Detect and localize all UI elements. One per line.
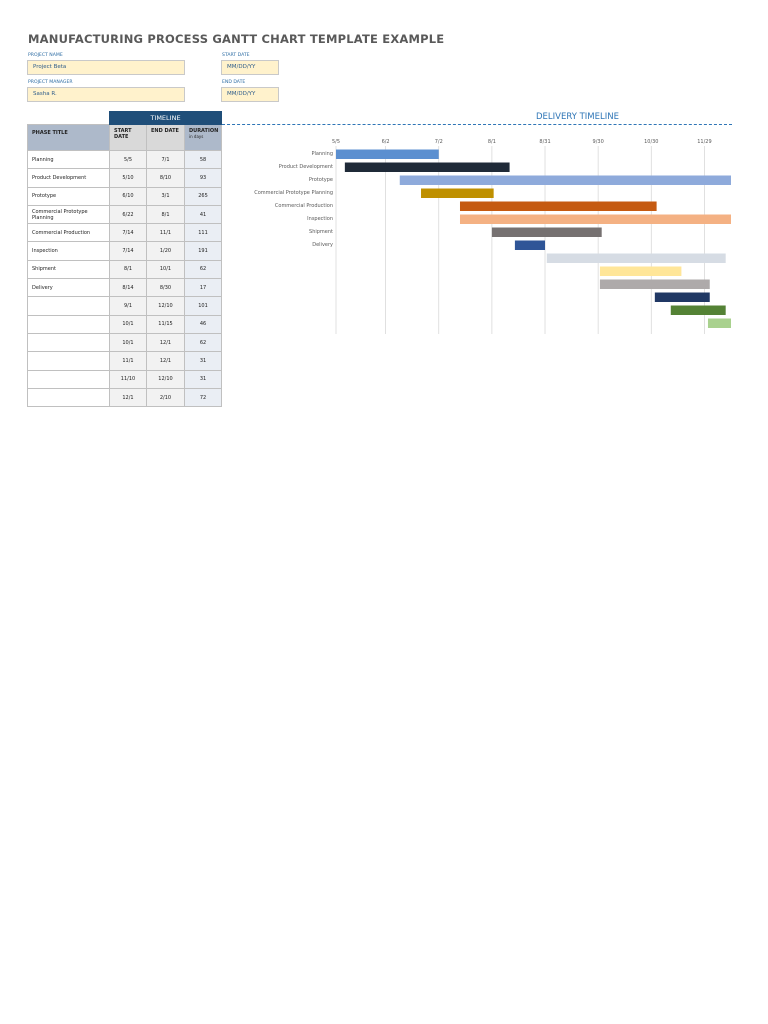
chart-title-rule — [222, 124, 732, 125]
table-row — [28, 279, 222, 297]
start-cell[interactable]: 7/14 — [110, 224, 147, 242]
start-cell[interactable]: 5/10 — [110, 169, 147, 187]
duration-cell[interactable]: 62 — [185, 260, 222, 278]
duration-cell[interactable]: 72 — [185, 388, 222, 406]
phase-cell[interactable]: Delivery — [28, 279, 110, 297]
start-cell[interactable]: 11/10 — [110, 370, 147, 388]
table-row — [28, 242, 222, 260]
gantt-bar — [547, 254, 726, 264]
phase-cell[interactable]: Planning — [28, 151, 110, 169]
phase-table — [27, 111, 222, 407]
end-cell[interactable]: 1/20 — [147, 242, 185, 260]
x-tick-label: 9/30 — [592, 139, 604, 145]
table-row — [28, 169, 222, 187]
start-date-label: START DATE — [222, 53, 250, 58]
category-label: Commercial Prototype Planning — [254, 190, 333, 196]
duration-cell[interactable]: 41 — [185, 205, 222, 223]
gantt-bar — [400, 176, 731, 186]
x-tick-label: 5/5 — [331, 139, 341, 145]
start-cell[interactable]: 10/1 — [110, 315, 147, 333]
gantt-bar — [600, 280, 710, 290]
phase-cell[interactable] — [28, 370, 110, 388]
timeline-header: TIMELINE — [110, 112, 222, 125]
end-cell[interactable]: 8/1 — [147, 205, 185, 223]
end-cell[interactable]: 8/30 — [147, 279, 185, 297]
duration-cell[interactable]: 93 — [185, 169, 222, 187]
duration-cell[interactable]: 111 — [185, 224, 222, 242]
start-date-header: START DATE — [110, 125, 147, 151]
start-cell[interactable]: 7/14 — [110, 242, 147, 260]
table-row — [28, 297, 222, 315]
phase-cell[interactable] — [28, 333, 110, 351]
phase-cell[interactable] — [28, 297, 110, 315]
project-name-label: PROJECT NAME — [28, 53, 63, 58]
phase-cell[interactable]: Commercial Prototype Planning — [28, 205, 110, 223]
gantt-chart — [230, 134, 735, 334]
phase-cell[interactable]: Inspection — [28, 242, 110, 260]
end-cell[interactable]: 8/10 — [147, 169, 185, 187]
gantt-bar — [492, 228, 602, 238]
phase-cell[interactable]: Commercial Production — [28, 224, 110, 242]
duration-header-label: DURATION — [189, 128, 219, 134]
table-row — [28, 370, 222, 388]
end-cell[interactable]: 2/10 — [147, 388, 185, 406]
end-cell[interactable]: 12/1 — [147, 352, 185, 370]
start-cell[interactable]: 5/5 — [110, 151, 147, 169]
end-cell[interactable]: 12/1 — [147, 333, 185, 351]
duration-cell[interactable]: 31 — [185, 370, 222, 388]
category-label: Planning — [311, 151, 333, 157]
gantt-bar — [336, 150, 439, 160]
duration-cell[interactable]: 31 — [185, 352, 222, 370]
phase-cell[interactable] — [28, 352, 110, 370]
end-date-header: END DATE — [147, 125, 185, 151]
table-row — [28, 315, 222, 333]
gantt-bar — [600, 267, 681, 277]
phase-cell[interactable]: Shipment — [28, 260, 110, 278]
phase-cell[interactable]: Prototype — [28, 187, 110, 205]
x-tick-label: 10/30 — [644, 139, 659, 145]
duration-cell[interactable]: 265 — [185, 187, 222, 205]
duration-cell[interactable]: 101 — [185, 297, 222, 315]
x-tick-label: 11/29 — [697, 139, 712, 145]
phase-title-header: PHASE TITLE — [28, 125, 110, 151]
table-row — [28, 388, 222, 406]
gantt-bar — [460, 215, 731, 225]
gantt-bar — [655, 293, 710, 303]
table-row — [28, 333, 222, 351]
gantt-bar — [460, 202, 657, 212]
table-row — [28, 224, 222, 242]
x-tick-label: 8/1 — [487, 139, 496, 145]
duration-cell[interactable]: 17 — [185, 279, 222, 297]
duration-header-unit: in days — [189, 134, 204, 139]
duration-cell[interactable]: 62 — [185, 333, 222, 351]
x-tick-label: 7/2 — [434, 139, 443, 145]
project-manager-label: PROJECT MANAGER — [28, 80, 73, 85]
end-cell[interactable]: 11/15 — [147, 315, 185, 333]
gantt-bar — [421, 189, 494, 199]
start-cell[interactable]: 12/1 — [110, 388, 147, 406]
category-label: Shipment — [309, 229, 333, 235]
gantt-bar — [671, 306, 726, 316]
phase-cell[interactable] — [28, 315, 110, 333]
x-tick-label: 8/31 — [539, 139, 551, 145]
category-label: Prototype — [308, 177, 333, 183]
page-title: MANUFACTURING PROCESS GANTT CHART TEMPLATE EXAMPLE — [28, 32, 445, 46]
end-cell[interactable]: 3/1 — [147, 187, 185, 205]
gantt-bar — [708, 319, 731, 329]
start-cell[interactable]: 6/22 — [110, 205, 147, 223]
table-corner — [28, 112, 110, 125]
category-label: Commercial Production — [274, 203, 333, 209]
duration-cell[interactable]: 58 — [185, 151, 222, 169]
table-row — [28, 205, 222, 223]
end-cell[interactable]: 7/1 — [147, 151, 185, 169]
phase-cell[interactable]: Product Development — [28, 169, 110, 187]
project-name-field[interactable]: Project Beta — [27, 60, 185, 75]
duration-cell[interactable]: 46 — [185, 315, 222, 333]
end-cell[interactable]: 12/10 — [147, 297, 185, 315]
phase-cell[interactable] — [28, 388, 110, 406]
category-label: Product Development — [278, 164, 333, 170]
table-row — [28, 260, 222, 278]
chart-title: DELIVERY TIMELINE — [536, 112, 619, 122]
category-label: Inspection — [307, 216, 333, 222]
start-cell[interactable]: 6/10 — [110, 187, 147, 205]
start-cell[interactable]: 8/14 — [110, 279, 147, 297]
category-label: Delivery — [312, 242, 333, 248]
table-row — [28, 352, 222, 370]
end-cell[interactable]: 12/10 — [147, 370, 185, 388]
start-cell[interactable]: 9/1 — [110, 297, 147, 315]
start-date-field[interactable]: MM/DD/YY — [221, 60, 279, 75]
start-cell[interactable]: 11/1 — [110, 352, 147, 370]
duration-cell[interactable]: 191 — [185, 242, 222, 260]
start-cell[interactable]: 8/1 — [110, 260, 147, 278]
gantt-bar — [345, 163, 510, 173]
end-cell[interactable]: 11/1 — [147, 224, 185, 242]
end-date-field[interactable]: MM/DD/YY — [221, 87, 279, 102]
gantt-bar — [515, 241, 545, 251]
table-row — [28, 187, 222, 205]
project-manager-field[interactable]: Sasha R. — [27, 87, 185, 102]
table-row — [28, 151, 222, 169]
end-cell[interactable]: 10/1 — [147, 260, 185, 278]
end-date-label: END DATE — [222, 80, 246, 85]
x-tick-label: 6/2 — [381, 139, 390, 145]
start-cell[interactable]: 10/1 — [110, 333, 147, 351]
duration-header — [185, 125, 222, 151]
